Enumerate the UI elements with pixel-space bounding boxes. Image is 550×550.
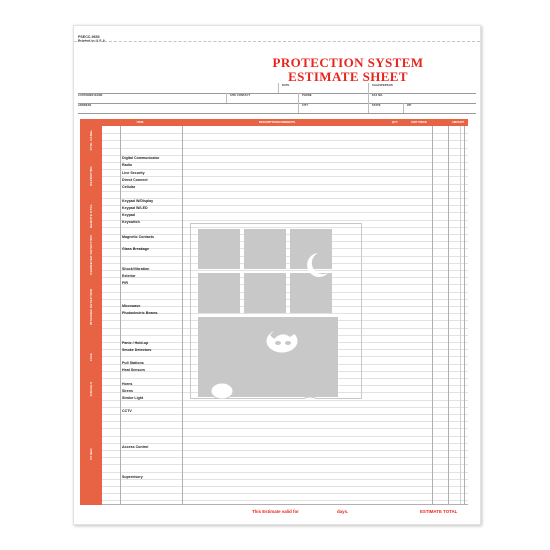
list-item: Digital Communicator: [122, 156, 160, 160]
date-field[interactable]: DATE: [282, 84, 290, 87]
list-item: Heat Sensors: [122, 368, 145, 372]
column-qty: QTY.: [391, 120, 399, 124]
list-item: Glass Breakage: [122, 247, 149, 251]
list-item: Smoke Detectors: [122, 348, 152, 352]
table-row-line: [102, 205, 468, 206]
list-item: Line Security: [122, 170, 145, 175]
table-row-line: [102, 436, 468, 437]
list-item: Keyswitch: [122, 220, 140, 224]
list-item: Magnetic Contacts: [122, 235, 154, 239]
column-divider-cents-1: [460, 126, 461, 505]
table-row-line: [102, 212, 468, 213]
perforation-line: [74, 41, 480, 43]
form-code: PSECC-9653 Printed in U.S.A.: [78, 35, 107, 44]
table-row-line: [102, 414, 468, 415]
section-label: OTHER: [89, 448, 93, 460]
list-item: Pull Stations: [122, 361, 144, 365]
valid-days-text: days.: [337, 509, 349, 514]
table-row-line: [102, 500, 468, 501]
column-divider-item: [120, 126, 121, 505]
section-label: FIRE: [89, 353, 93, 361]
estimate-total-label: ESTIMATE TOTAL: [420, 509, 458, 514]
section-label: PERIMETER DETECTION: [89, 235, 93, 275]
list-item: Cellular: [122, 184, 136, 189]
table-row-line: [102, 407, 468, 408]
list-item: Keypad W/LED: [122, 206, 148, 210]
table-row-line: [102, 198, 468, 199]
city-field[interactable]: CITY: [302, 104, 309, 107]
title-line-2: ESTIMATE SHEET: [288, 69, 408, 84]
column-divider-amount: [464, 126, 465, 505]
section-bar: [80, 197, 102, 236]
table-row-line: [102, 457, 468, 458]
column-divider-unit-price: [448, 126, 449, 505]
list-item: Photoelectric Beams: [122, 311, 158, 315]
section-label: SIGNALS: [89, 381, 93, 397]
section-bar: [80, 126, 102, 155]
table-row-line: [102, 162, 468, 163]
table-row-line: [102, 421, 468, 422]
burglar-window-watermark: [190, 223, 362, 399]
list-item: Microwave: [122, 304, 141, 308]
table-row-line: [102, 140, 468, 141]
column-item: ITEM: [136, 120, 144, 124]
section-bar: [80, 235, 102, 276]
table-header: [80, 119, 468, 126]
site-contact-field[interactable]: SITE CONTACT: [230, 94, 251, 97]
list-item: Panic / Hold-up: [122, 341, 149, 345]
table-row-line: [102, 479, 468, 480]
section-label: REMOTE CTRL: [89, 204, 93, 228]
list-item: Strobe Light: [122, 396, 144, 400]
table-row-line: [102, 493, 468, 494]
estimate-table: [89, 119, 468, 521]
table-row-line: [102, 169, 468, 170]
list-item: Access Control: [122, 445, 149, 449]
table-row-line: [102, 400, 468, 401]
list-item: Sirens: [122, 389, 133, 393]
column-unit-price: UNIT PRICE: [411, 120, 427, 124]
section-label: INTERIOR DETECTION: [89, 288, 93, 326]
section-label: CTRL PANEL: [89, 129, 93, 151]
table-row-line: [102, 443, 468, 444]
zip-field[interactable]: ZIP: [407, 104, 412, 107]
table-row-line: [102, 472, 468, 473]
column-description: DESCRIPTION/COMMENTS: [258, 120, 296, 124]
table-row-line: [102, 486, 468, 487]
estimate-sheet-form: [73, 25, 481, 525]
valid-for-text: This Estimate valid for: [252, 509, 299, 514]
column-divider-qty-left: [432, 126, 433, 505]
table-footer: [102, 504, 468, 521]
section-bar: [80, 154, 102, 198]
list-item: CCTV: [122, 409, 132, 413]
section-bar: [80, 275, 102, 340]
state-field[interactable]: STATE: [372, 104, 381, 107]
field-row-address: [78, 103, 476, 114]
list-item: Supervisory: [122, 475, 143, 479]
section-bar: [80, 403, 102, 506]
list-item: Direct Connect: [122, 177, 148, 182]
list-item: Keypad W/Display: [122, 199, 154, 203]
table-row-line: [102, 220, 468, 221]
table-row-line: [102, 450, 468, 451]
section-bar: [80, 339, 102, 376]
list-item: Radio: [122, 163, 132, 167]
table-row-line: [102, 148, 468, 149]
table-row-line: [102, 428, 468, 429]
table-row-line: [102, 184, 468, 185]
phone-field[interactable]: PHONE: [302, 94, 312, 97]
form-title: [248, 56, 448, 84]
list-item: Keypad: [122, 213, 135, 217]
table-row-line: [102, 133, 468, 134]
section-label: REPORTING: [89, 165, 93, 186]
list-item: Shock/Vibration: [122, 267, 150, 271]
section-bar: [80, 375, 102, 404]
salesperson-field[interactable]: SALESPERSON: [372, 84, 393, 87]
list-item: PIR: [122, 281, 128, 285]
address-field[interactable]: ADDRESS: [78, 104, 92, 107]
column-divider-description: [182, 126, 183, 505]
customer-name-field[interactable]: CUSTOMER NAME: [78, 94, 103, 97]
column-amount: AMOUNT: [451, 120, 465, 124]
table-row-line: [102, 176, 468, 177]
table-row-line: [102, 191, 468, 192]
fax-field[interactable]: FAX NO.: [372, 94, 384, 97]
list-item: Horns: [122, 382, 133, 386]
table-row-line: [102, 464, 468, 465]
title-line-1: PROTECTION SYSTEM: [272, 55, 424, 70]
list-item: Exterior: [122, 274, 136, 278]
